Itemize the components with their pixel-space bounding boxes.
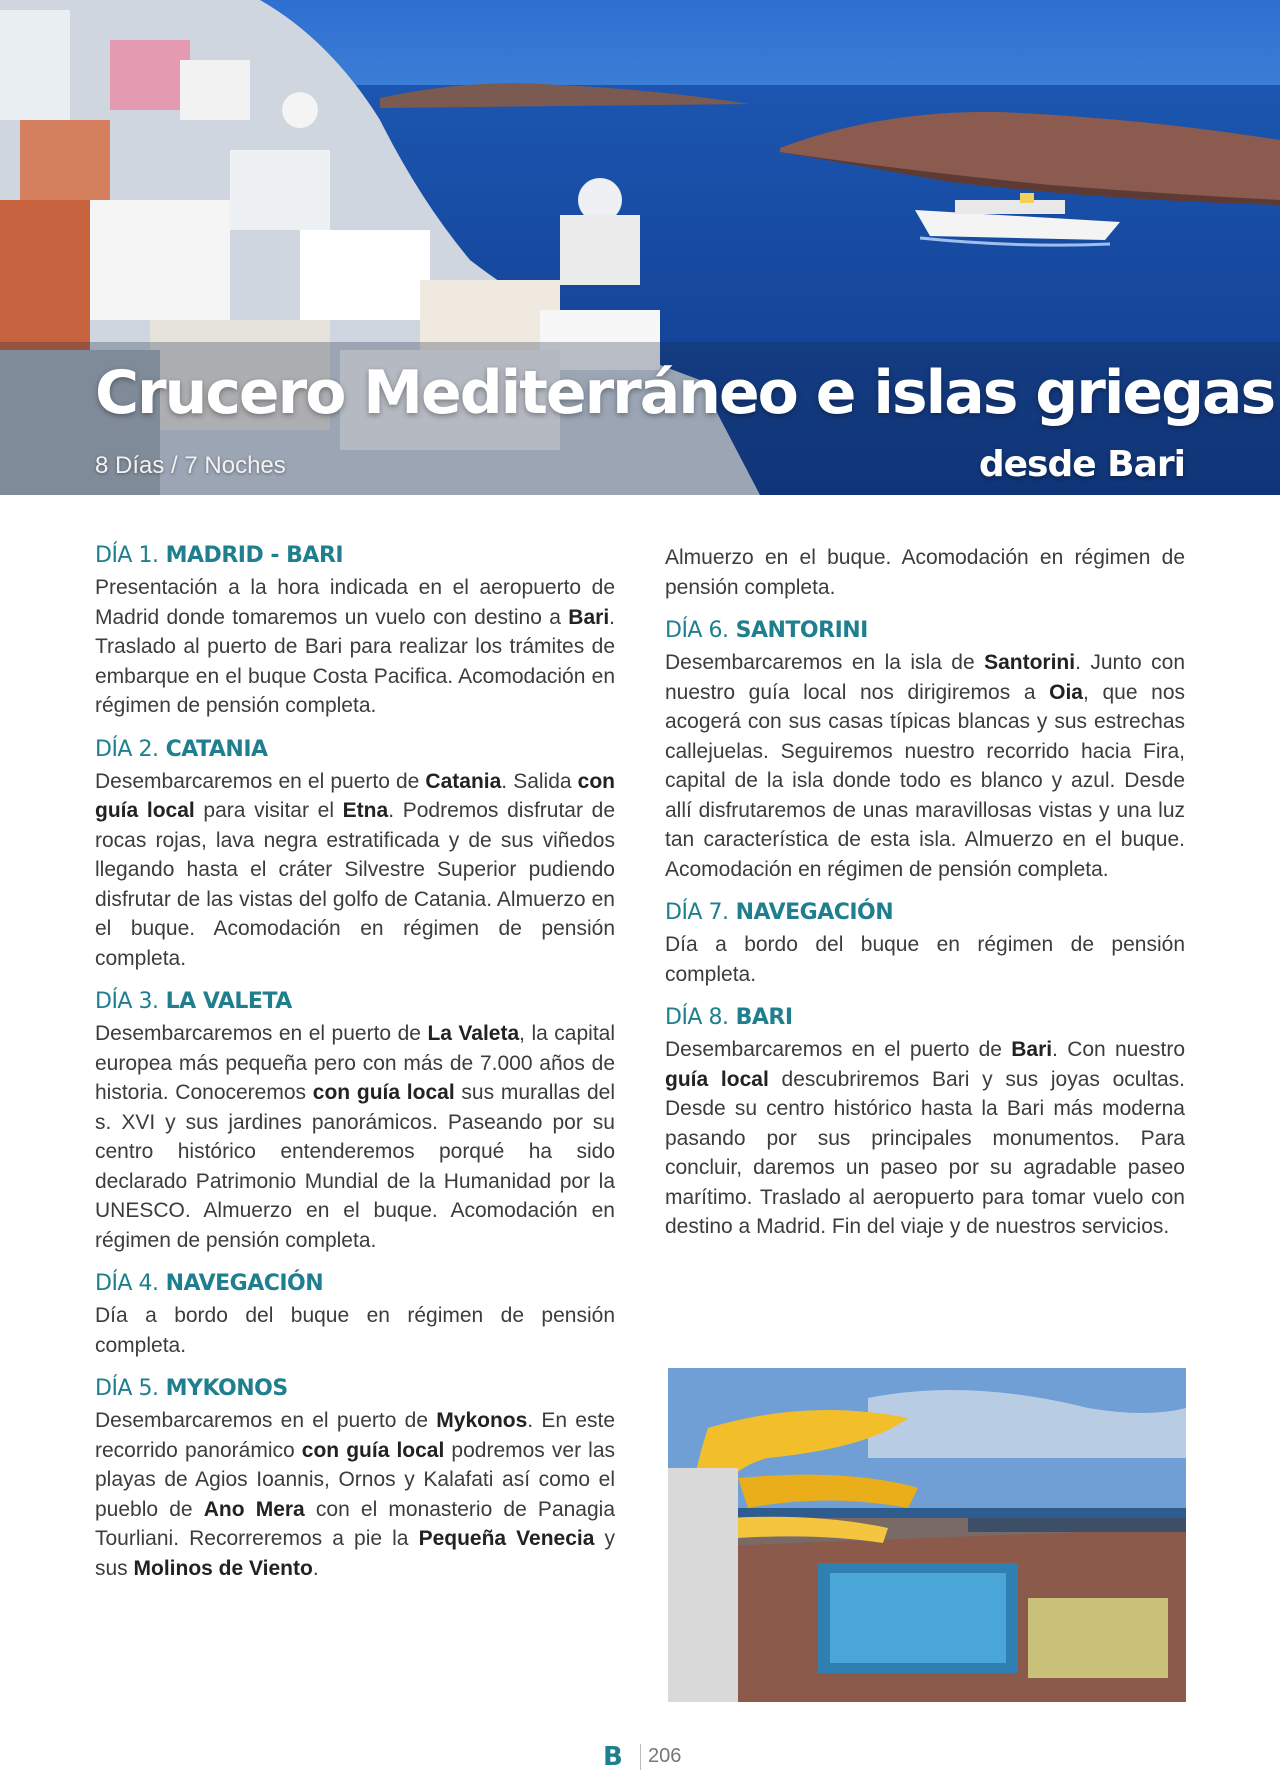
- footer-divider: [640, 1744, 641, 1770]
- body-text: sus murallas del s. XVI y sus jardines panorámicos. Paseando por su centro histórico entenderemos porqué ha sido declarado Patrimonio Mundial de la Humanidad por la UNESCO. Almuerzo en el buque. Acomodación en régimen de pensión completa.: [95, 1081, 616, 1252]
- day-title: BARI: [735, 1005, 793, 1030]
- hero-banner: [0, 0, 1280, 495]
- day-title: LA VALETA: [165, 989, 292, 1014]
- day-title: CATANIA: [165, 736, 268, 762]
- highlight-text: Oia: [1049, 680, 1083, 704]
- highlight-text: Ano Mera: [203, 1497, 305, 1521]
- itinerary-day: [95, 1376, 615, 1583]
- itinerary-day: [95, 989, 615, 1255]
- itinerary-day: [95, 1271, 615, 1360]
- body-text: y sus: [95, 1527, 615, 1580]
- body-text: Día a bordo del buque en régimen de pensión completa.: [665, 933, 1185, 986]
- body-text: Almuerzo en el buque. Acomodación en régimen de pensión completa.: [665, 546, 1185, 599]
- highlight-text: con guía local: [312, 1081, 455, 1104]
- day-title: NAVEGACIÓN: [735, 900, 894, 925]
- body-text: . Con nuestro: [1052, 1038, 1186, 1061]
- body-text: para visitar el: [194, 799, 343, 822]
- day-number: DÍA 4.: [95, 1271, 159, 1296]
- day-title: MADRID - BARI: [165, 543, 344, 568]
- highlight-text: guía local: [665, 1067, 769, 1091]
- itinerary-day: [665, 900, 1185, 989]
- day-description: [95, 573, 615, 721]
- day-description: [665, 543, 1185, 602]
- body-text: Día a bordo del buque en régimen de pensión completa.: [95, 1304, 615, 1357]
- day-number: DÍA 2.: [95, 736, 159, 762]
- highlight-text: Bari: [1011, 1038, 1053, 1061]
- itinerary-day: [665, 543, 1185, 602]
- body-text: Desembarcaremos en el puerto de: [95, 1409, 437, 1432]
- day-heading: [95, 1376, 615, 1401]
- day-number: DÍA 7.: [665, 900, 729, 925]
- trip-duration: 8 Días / 7 Noches: [95, 452, 286, 479]
- body-text: . Podremos disfrutar de rocas rojas, lava negra estratificada y de sus viñedos llegando hasta el cráter Silvestre Superior pudiendo disfrutar de las vistas del golfo de Catania. Almuerzo en el buque. Acomodación en régimen de pensión completa.: [95, 799, 616, 970]
- itinerary-day: [95, 543, 615, 721]
- highlight-text: Catania: [425, 769, 502, 793]
- day-description: [665, 1035, 1185, 1242]
- itinerary-day: [665, 1005, 1185, 1242]
- day-title: NAVEGACIÓN: [165, 1271, 324, 1296]
- day-heading: [95, 737, 615, 762]
- day-heading: [95, 1271, 615, 1296]
- day-title: SANTORINI: [735, 618, 868, 643]
- body-text: , que nos acogerá con sus casas típicas blancas y sus estrechas callejuelas. Seguiremos nuestro recorrido hacia Fira, capital de la isla donde todo es blanco y azul. Desde allí disfrutaremos de unas maravillosas vistas y una luz tan característica de esta isla. Almuerzo en el buque. Acomodación en régimen de pensión completa.: [665, 680, 1185, 881]
- day-heading: [665, 900, 1185, 925]
- body-text: Presentación a la hora indicada en el aeropuerto de Madrid donde tomaremos un vuelo con destino a: [95, 576, 615, 629]
- body-text: , la capital europea más pequeña pero con más de 7.000 años de historia. Conoceremos: [95, 1022, 616, 1104]
- highlight-text: Etna: [342, 799, 389, 822]
- day-title: MYKONOS: [165, 1376, 288, 1401]
- day-number: DÍA 6.: [665, 618, 729, 643]
- day-description: [95, 1301, 615, 1360]
- day-description: [95, 1019, 615, 1255]
- body-text: Desembarcaremos en el puerto de: [95, 769, 426, 793]
- body-text: . Salida: [501, 769, 578, 793]
- itinerary-day: [665, 618, 1185, 884]
- highlight-text: con guía local: [301, 1438, 445, 1462]
- ship-waterslide-pool-photo: [668, 1368, 1186, 1702]
- day-description: [95, 767, 615, 974]
- highlight-text: Pequeña Venecia: [418, 1527, 595, 1550]
- trip-origin: desde Bari: [978, 444, 1185, 485]
- day-description: [665, 930, 1185, 989]
- body-text: podremos ver las playas de Agios Ioannis, Ornos y Kalafati así como el pueblo de: [95, 1438, 616, 1521]
- page-title: Crucero Mediterráneo e islas griegas: [95, 358, 1275, 428]
- day-description: [665, 648, 1185, 884]
- page-footer: [0, 1742, 1280, 1772]
- body-text: . En este recorrido panorámico: [95, 1409, 615, 1462]
- itinerary-column-right: [665, 543, 1185, 1258]
- highlight-text: Bari: [568, 605, 610, 629]
- day-number: DÍA 3.: [95, 989, 159, 1014]
- highlight-text: Santorini: [984, 651, 1076, 674]
- itinerary-column-left: [95, 543, 615, 1599]
- highlight-text: Molinos de Viento: [133, 1556, 313, 1580]
- day-heading: [95, 543, 615, 568]
- itinerary-day: [95, 737, 615, 974]
- day-heading: [95, 989, 615, 1014]
- body-text: . Junto con nuestro guía local nos dirigiremos a: [665, 651, 1186, 704]
- highlight-text: La Valeta: [427, 1022, 520, 1045]
- body-text: Desembarcaremos en el puerto de: [95, 1022, 428, 1045]
- body-text: Desembarcaremos en la isla de: [665, 651, 985, 674]
- body-text: con el monasterio de Panagia Tourliani. Recorreremos a pie la: [95, 1497, 616, 1550]
- highlight-text: Mykonos: [436, 1409, 528, 1432]
- body-text: Desembarcaremos en el puerto de: [665, 1038, 1012, 1061]
- brand-logo: B: [603, 1742, 623, 1772]
- day-description: [95, 1406, 615, 1583]
- highlight-text: con guía local: [95, 769, 615, 822]
- day-number: DÍA 5.: [95, 1376, 159, 1401]
- body-text: . Traslado al puerto de Bari para realizar los trámites de embarque en el buque Costa Pacifica. Acomodación en régimen de pensión completa.: [95, 605, 615, 717]
- day-heading: [665, 1005, 1185, 1030]
- body-text: descubriremos Bari y sus joyas ocultas. Desde su centro histórico hasta la Bari más moderna pasando por sus principales monumentos. Para concluir, daremos un paseo por su agradable paseo marítimo. Traslado al aeropuerto para tomar vuelo con destino a Madrid. Fin del viaje y de nuestros servicios.: [665, 1067, 1186, 1238]
- day-number: DÍA 1.: [95, 543, 159, 568]
- body-text: .: [312, 1556, 319, 1580]
- page-number: 206: [648, 1745, 682, 1767]
- day-heading: [665, 618, 1185, 643]
- day-number: DÍA 8.: [665, 1005, 729, 1030]
